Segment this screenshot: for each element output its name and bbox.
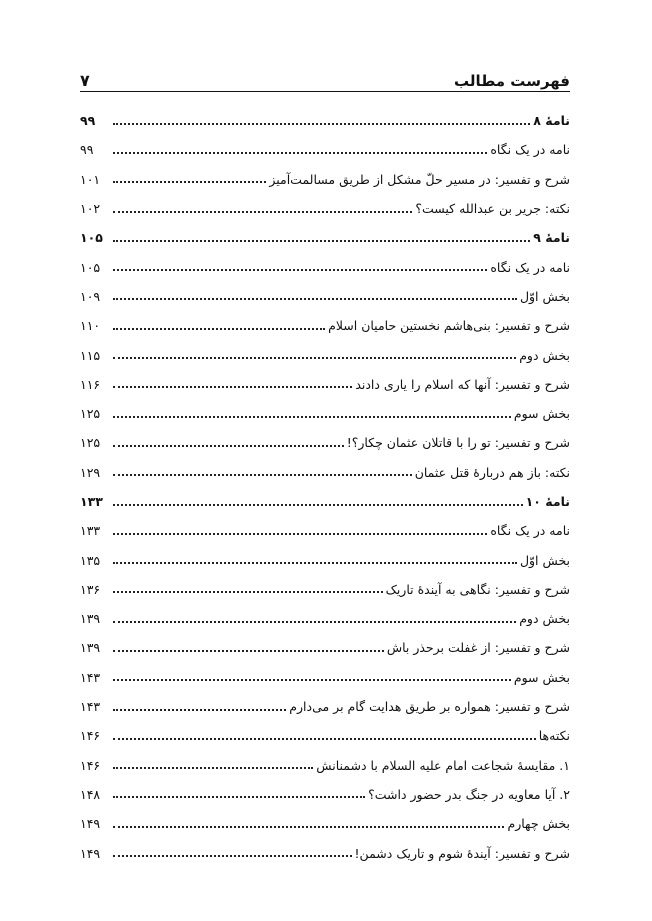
dot-leader: [113, 152, 487, 154]
toc-entry: [80, 311, 570, 340]
toc-entry-page: ۱۴۳: [80, 669, 101, 685]
toc-entry-page: ۱۰۲: [80, 201, 101, 217]
toc-entry: [80, 516, 570, 545]
dot-leader: [113, 855, 352, 857]
toc-entry-page: ۱۴۹: [80, 816, 101, 832]
toc-entry: [80, 135, 570, 164]
dot-leader: [113, 504, 523, 506]
header-title: فهرست مطالب: [454, 72, 570, 90]
toc-entry-title: نامۀ ۹: [533, 230, 570, 246]
toc-entry-title: بخش اوّل: [519, 552, 570, 568]
toc-section-heading: [80, 106, 570, 135]
toc-entry-title: بخش دوم: [519, 611, 570, 627]
toc-entry-title: بخش سوم: [513, 669, 570, 685]
toc-entry-page: ۱۳۳: [80, 494, 103, 509]
toc-entry: [80, 458, 570, 487]
toc-entry-title: نامه در یک نگاه: [490, 142, 570, 158]
toc-entry-title: شرح و تفسیر: آیندۀ شوم و تاریک دشمن!: [354, 845, 570, 861]
dot-leader: [113, 767, 313, 769]
toc-entry-page: ۹۹: [80, 113, 96, 129]
toc-entry: [80, 809, 570, 838]
toc-entry-title: نکته: باز هم دربارۀ قتل عثمان: [414, 464, 570, 480]
dot-leader: [113, 679, 511, 681]
toc-entry: [80, 780, 570, 809]
toc-entry-page: ۱۰۱: [80, 171, 101, 187]
toc-entry-title: شرح و تفسیر: بنی‌هاشم نخستین حامیان اسلام: [328, 318, 570, 334]
dot-leader: [113, 474, 412, 476]
dot-leader: [113, 416, 511, 418]
toc-entry: [80, 399, 570, 428]
toc-entry-title: بخش دوم: [519, 347, 570, 363]
toc-entry: [80, 252, 570, 281]
toc-entry: [80, 838, 570, 867]
toc-entry-page: ۱۰۹: [80, 288, 101, 304]
toc-entry-page: ۱۰۵: [80, 259, 101, 275]
toc-entry-title: نامه در یک نگاه: [490, 523, 570, 539]
toc-section-heading: [80, 223, 570, 252]
toc-entry-title: شرح و تفسیر: نگاهی به آیندۀ تاریک: [385, 581, 570, 597]
toc-entry-title: شرح و تفسیر: از غفلت برحذر باش: [386, 640, 570, 656]
toc-entry-title: نکته: جریر بن عبدالله کیست؟: [415, 201, 570, 217]
dot-leader: [113, 738, 536, 740]
toc-entry-page: ۱۱۵: [80, 347, 101, 363]
dot-leader: [113, 591, 383, 593]
header-rule: [80, 91, 570, 92]
dot-leader: [113, 181, 266, 183]
toc-entry-page: ۱۴۳: [80, 699, 101, 715]
dot-leader: [113, 240, 530, 242]
toc-entry-page: ۱۰۵: [80, 230, 103, 246]
toc-entry: [80, 692, 570, 721]
toc-entry-page: ۱۳۹: [80, 611, 101, 627]
dot-leader: [113, 445, 344, 447]
toc-entry: [80, 751, 570, 780]
toc-entry-title: نامه در یک نگاه: [490, 259, 570, 275]
toc-entry-page: ۱۴۶: [80, 728, 101, 744]
dot-leader: [113, 298, 517, 300]
toc-entry-page: ۱۳۵: [80, 552, 101, 568]
toc-entry-page: ۱۴۹: [80, 845, 101, 861]
toc-entry-page: ۱۳۶: [80, 581, 101, 597]
toc-entry-page: ۱۲۵: [80, 406, 101, 422]
dot-leader: [113, 386, 352, 388]
toc-entry: [80, 282, 570, 311]
running-header: [80, 64, 570, 90]
toc-entry-page: ۹۹: [80, 142, 94, 158]
dot-leader: [113, 650, 384, 652]
toc-entry-page: ۱۲۵: [80, 435, 101, 451]
toc-entry: [80, 575, 570, 604]
toc-entry-title: شرح و تفسیر: تو را با قاتلان عثمان چکار؟!: [346, 435, 570, 451]
dot-leader: [113, 709, 286, 711]
toc-entry: [80, 663, 570, 692]
toc-entry: [80, 340, 570, 369]
dot-leader: [113, 269, 487, 271]
table-of-contents: [80, 106, 570, 868]
toc-entry-title: شرح و تفسیر: همواره بر طریق هدایت گام بر می‌دارم: [289, 699, 570, 715]
toc-entry: [80, 721, 570, 750]
dot-leader: [113, 826, 504, 828]
toc-entry-title: ۲. آیا معاویه در جنگ بدر حضور داشت؟: [368, 786, 570, 802]
toc-entry: [80, 428, 570, 457]
dot-leader: [113, 621, 516, 623]
dot-leader: [113, 796, 365, 798]
dot-leader: [113, 562, 517, 564]
toc-entry-page: ۱۳۳: [80, 523, 101, 539]
toc-entry-page: ۱۱۶: [80, 376, 101, 392]
toc-entry-title: بخش چهارم: [507, 816, 570, 832]
dot-leader: [113, 123, 530, 125]
page-number: ۷: [80, 71, 90, 90]
toc-entry: [80, 165, 570, 194]
toc-entry-title: بخش اوّل: [519, 288, 570, 304]
toc-entry: [80, 370, 570, 399]
toc-entry-page: ۱۱۰: [80, 318, 101, 334]
dot-leader: [113, 533, 487, 535]
toc-entry-title: بخش سوم: [513, 406, 570, 422]
toc-entry-page: ۱۳۹: [80, 640, 101, 656]
toc-entry: [80, 604, 570, 633]
toc-entry-title: نامۀ ۸: [533, 113, 570, 129]
dot-leader: [113, 357, 516, 359]
dot-leader: [113, 211, 412, 213]
toc-section-heading: [80, 487, 570, 516]
toc-entry-title: شرح و تفسیر: آنها که اسلام را یاری دادند: [355, 376, 570, 392]
toc-entry-page: ۱۲۹: [80, 464, 101, 480]
toc-entry-title: نامۀ ۱۰: [525, 494, 570, 509]
dot-leader: [113, 328, 325, 330]
toc-entry-page: ۱۴۶: [80, 757, 101, 773]
toc-entry: [80, 633, 570, 662]
toc-entry-title: شرح و تفسیر: در مسیر حلّ مشکل از طریق مسالمت‌آمیز: [269, 171, 570, 187]
toc-entry-page: ۱۴۸: [80, 786, 101, 802]
toc-entry: [80, 194, 570, 223]
toc-entry-title: ۱. مقایسۀ شجاعت امام علیه السلام با دشمنانش: [316, 757, 570, 773]
toc-entry-title: نکته‌ها: [538, 728, 570, 744]
toc-entry: [80, 545, 570, 574]
